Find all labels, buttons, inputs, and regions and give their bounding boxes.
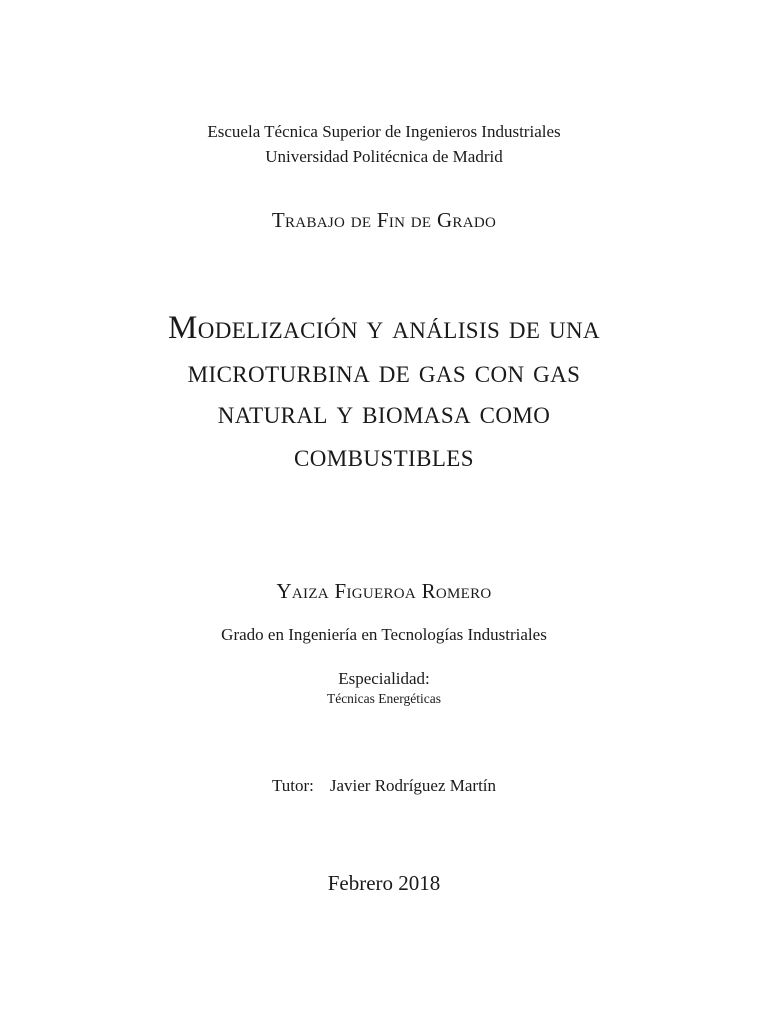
tutor-line (0, 776, 768, 796)
title-line-2: microturbina de gas con gas (187, 354, 581, 390)
specialty-label: Especialidad: (338, 669, 430, 688)
degree-name: Grado en Ingeniería en Tecnologías Industriales (221, 625, 547, 644)
university-name: Universidad Politécnica de Madrid (265, 147, 503, 166)
author-name: Yaiza Figueroa Romero (276, 579, 492, 603)
title-line-3: natural y biomasa como (217, 395, 551, 431)
tutor-name: Javier Rodríguez Martín (329, 776, 497, 795)
submission-date: Febrero 2018 (327, 871, 441, 895)
school-name: Escuela Técnica Superior de Ingenieros Industriales (207, 122, 561, 141)
title-line-1: Modelización y análisis de una (167, 310, 601, 346)
specialty-value: Técnicas Energéticas (326, 691, 442, 706)
document-type: Trabajo de Fin de Grado (271, 208, 497, 232)
title-line-4: combustibles (294, 438, 474, 474)
tutor-label: Tutor: (271, 776, 314, 795)
